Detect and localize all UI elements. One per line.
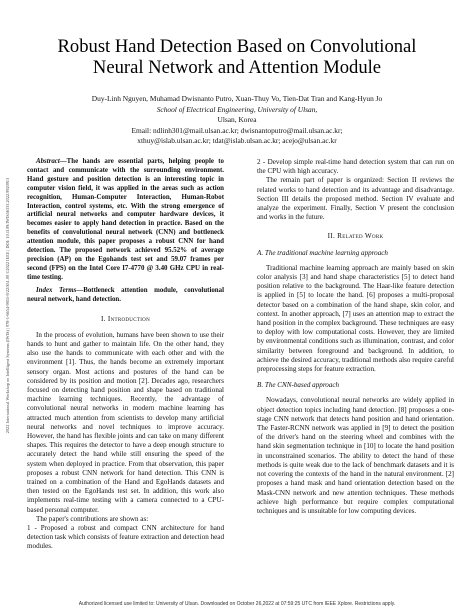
cnn-paragraph: Nowadays, convolutional neural networks are widely applied in object detection topics including hand detection. [8] proposes a one-stage CNN network that detects hand position and hand orientation. The Faster-RCNN network was applied in [9] to detect the position of the driver's hand on the steering wheel and combines with the hand skin segmentation technique in [10] to locate the hand position in unconstrained scenarios. The ability to detect the hand of these methods is quite weak due to the lack of benchmark datasets and it is not covering the contexts of the hand in the natural environment. [2] proposes a hand mask and hand orientation detection based on the Mask-CNN network and new attention techniques. These methods achieve high performance but require complex computational techniques and is unsuitable for low computing devices. [257,396,454,515]
intro-paragraph-1: In the process of evolution, humans have been shown to use their hands to hunt and gather to maintain life. On the other hand, they also use the hands to communicate with each other and with the environment [1]. Thus, the hands become an extremely important sensory organ. Most actions and postures of the hand can be considered by its position and motion [2]. Decades ago, researchers focused on detecting hand position and shape based on traditional machine learning techniques. Recently, the advantage of convolutional neural networks in modern machine learning has attracted much attention from scientists to develop many artificial neural networks and novel techniques to improve accuracy. However, the hand has flexible joints and can take on many different shapes. This requires the detector to have a deep enough structure to accurately detect the hand while still ensuring the speed of the system when deployed in practice. From that observation, this paper proposes a robust CNN network for hand detection. This CNN is trained on a combination of the Hand and EgoHands datasets and then tested on the EgoHands test set. In addition, this work also implements real-time testing with a camera connected to a CPU-based personal computer. [27,330,224,514]
license-footer: Authorized licensed use limited to: University of Ulsan. Downloaded on October 26,2022 at 07:59:25 UTC from IEEE Xplore. Restrictions apply. [78,601,396,607]
left-column [27,158,224,552]
subsection-heading-cnn: B. The CNN-based approach [257,381,340,390]
email-line-2: xthuy@islab.ulsan.ac.kr; tdat@islab.ulsan.ac.kr; acejo@ulsan.ac.kr [137,136,337,146]
traditional-paragraph: Traditional machine learning approach are mainly based on skin color analysis [3] and hand shape characteristics [5] to detect hand position relative to the background. The Haar-like feature detection is applied in [5] to locate the hand. [6] proposes a multi-proposal detector based on a combination of the hand shape, skin color, and context. In another approach, [7] uses an attention map to extract the hand position in the complex background. These techniques are easy to deploy with low computational costs. However, they are limited by environmental conditions such as illumination, contrast, and color similarity between foreground and background. In addition, to achieve the desired accuracy, traditional methods also require careful preprocessing steps for feature extraction. [257,263,454,374]
subsection-heading-traditional: A. The traditional machine learning approach [257,248,388,257]
side-note [0,70,16,540]
intro-paragraph-2: The paper's contributions are shown as: [36,514,149,523]
abstract [27,158,224,283]
index-terms-text: —Bottleneck attention module, convolutional neural network, hand detection. [27,286,224,303]
location: Ulsan, Korea [217,115,257,125]
section-heading-introduction: I. Introduction [101,314,150,323]
author-block [30,94,444,147]
side-note-text: 2022 International Workshop on Intelligent Systems (IWIS) | 978-1-6654-9855-9/22/$31.00 ©2022 IEEE | DOI: 10.1109/IWIS56333.2022.9920913 [5,177,11,433]
affiliation: School of Electrical Engineering, University of Ulsan, [156,104,318,114]
index-terms [27,287,224,305]
email-line-1: Email: ndlinh301@mail.ulsan.ac.kr; dwisnantoputro@mail.ulsan.ac.kr; [131,125,343,135]
abstract-label: Abstract [36,158,60,165]
right-column [257,158,454,516]
contribution-2: 2 - Develop simple real-time hand detection system that can run on the CPU with high accuracy. [257,158,454,176]
section-heading-related-work: II. Related Work [327,232,384,241]
organization-paragraph: The remain part of paper is organized: Section II reviews the related works to hand detection and its advantage and disadvantage. Section III details the proposed method. Section IV evaluate and analyze the experiment. Finally, Section V present the conclusion and works in the future. [257,176,454,222]
author-names: Duy-Linh Nguyen, Muhamad Dwisnanto Putro, Xuan-Thuy Vo, Tien-Dat Tran and Kang-Hyun Jo [91,94,383,103]
index-terms-label: Index Terms [36,286,77,294]
abstract-text: —The hands are essential parts, helping people to contact and communicate with the surrounding environment. Hand gesture and position detection is an interesting topic in computer vision field, it was applied in the areas such as action recognition, Human-Computer Interaction, Human-Robot Interaction, control systems, etc. With the strong emergence of artificial neural networks and computer hardware devices, it becomes easier to apply hand detection in practice. Based on the benefits of convolutional neural network (CNN) and bottleneck attention module, this paper proposes a robust CNN for hand detection. The proposed network achieved 95.52% of average precision (AP) on the Egohands test set and 59.07 frames per second (FPS) on the Intel Core I7-4770 @ 3.40 GHz CPU in real-time testing. [27,158,224,281]
contribution-1: 1 - Proposed a robust and compact CNN architecture for hand detection task which consists of feature extraction and detection head modules. [27,523,224,551]
paper-title: Robust Hand Detection Based on Convolutional Neural Network and Attention Module [57,36,417,78]
